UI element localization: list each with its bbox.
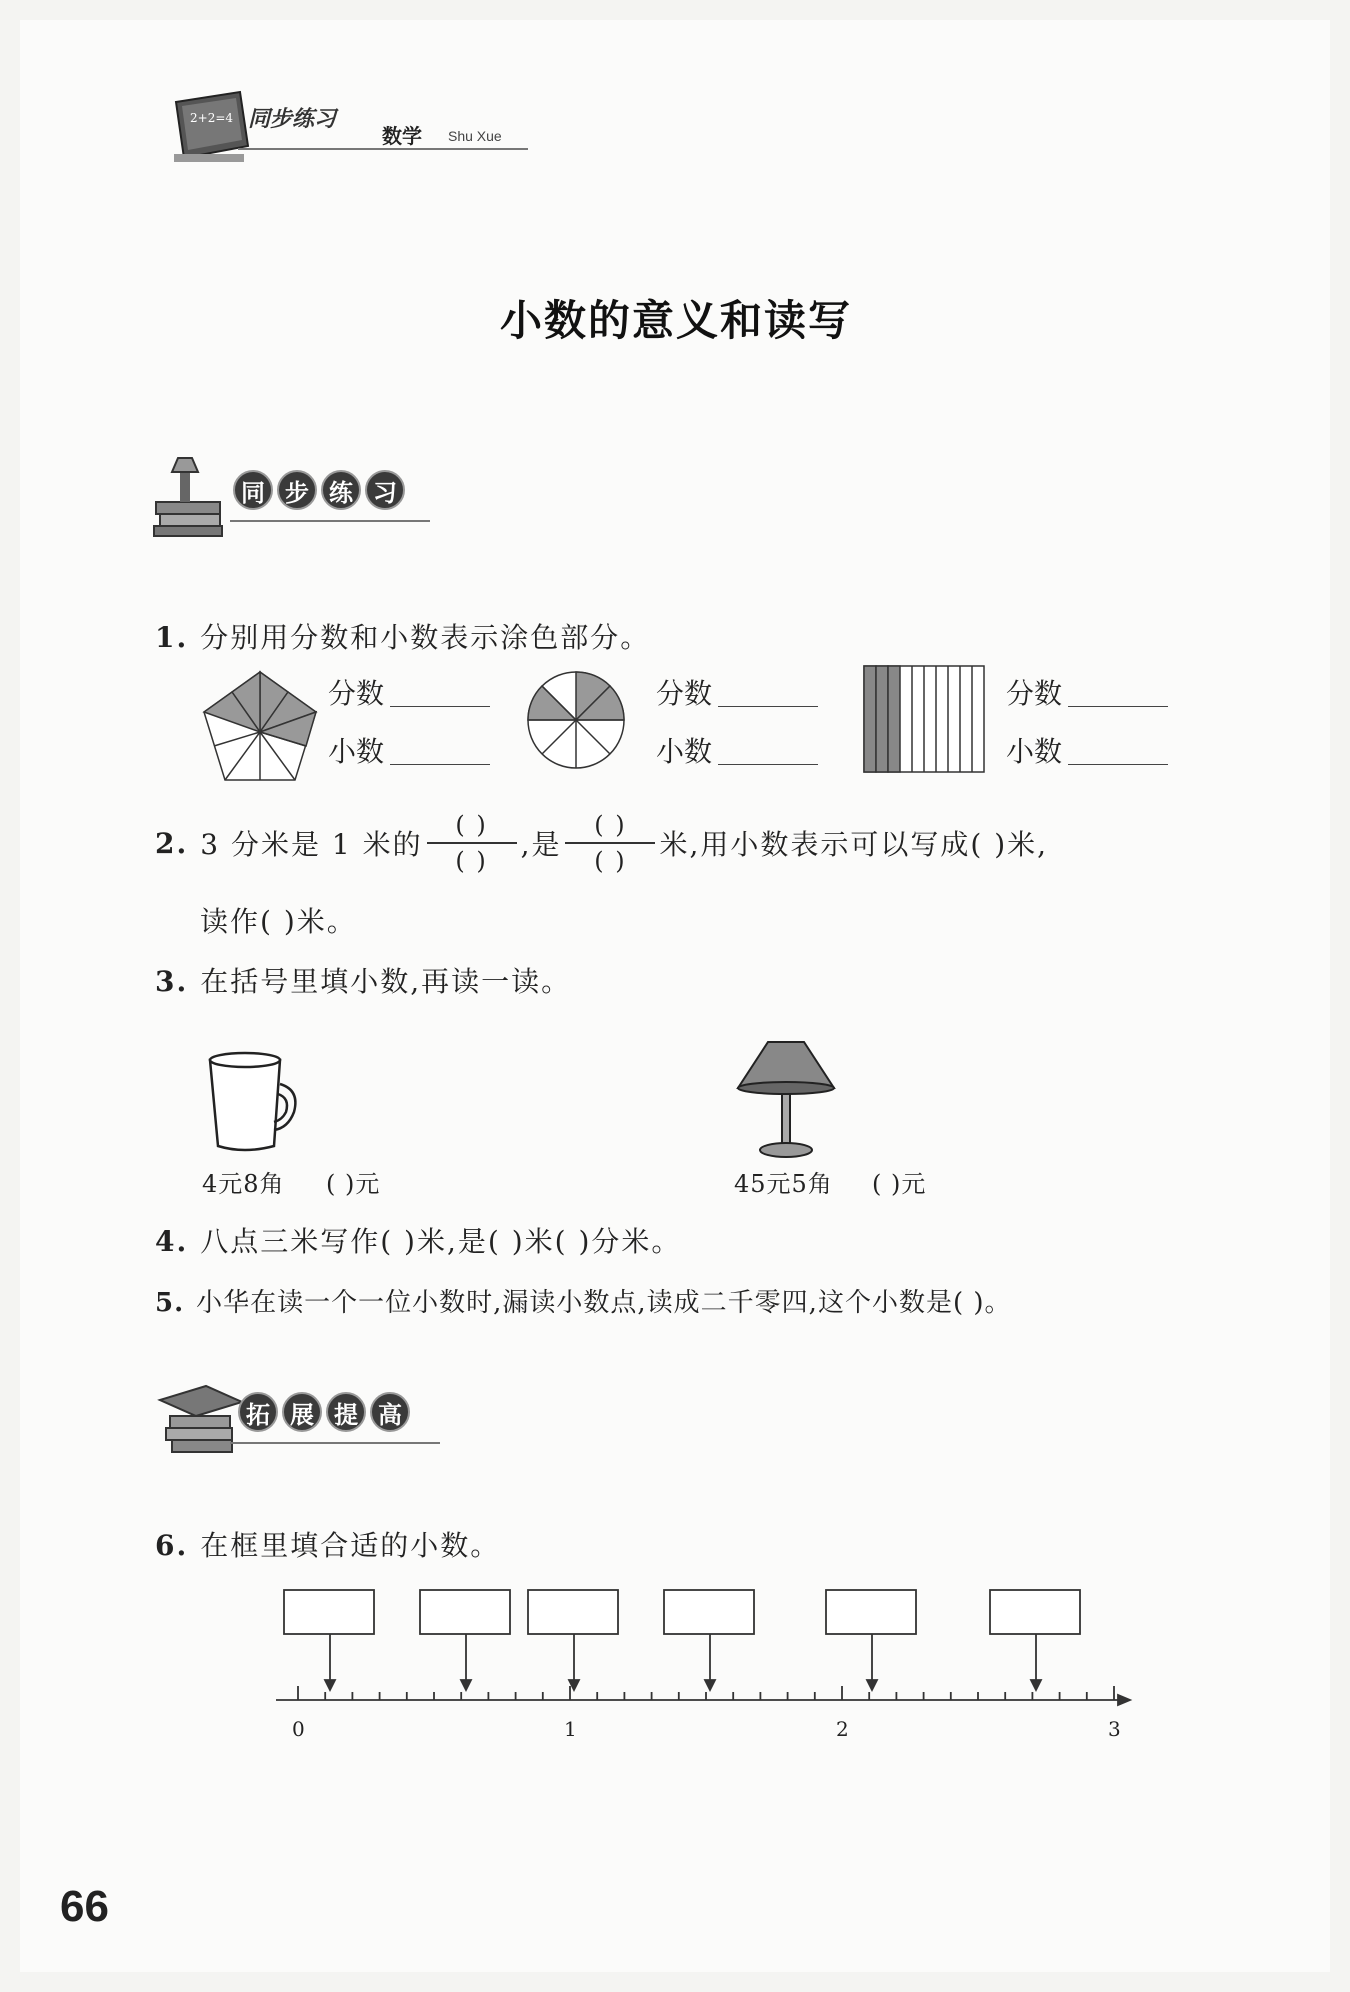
question-2	[155, 810, 1048, 876]
answer-box[interactable]	[528, 1590, 618, 1634]
books-hat-icon	[150, 1380, 246, 1464]
books-lamp-icon	[150, 452, 240, 546]
section-char: 展	[282, 1392, 322, 1432]
lamp-price: 45元5角	[734, 1170, 833, 1198]
question-text: 3 分米是 1 米的	[200, 828, 423, 861]
question-text: 分别用分数和小数表示涂色部分。	[200, 621, 651, 654]
answer-box[interactable]	[420, 1590, 510, 1634]
fraction-blank[interactable]	[427, 810, 517, 876]
cup-price: 4元8角	[202, 1170, 285, 1198]
question-3	[155, 960, 571, 1000]
question-text: 在括号里填小数,再读一读。	[200, 965, 572, 998]
question-number: 2.	[155, 826, 189, 860]
denominator-paren: ( )	[594, 847, 627, 875]
section-title-extension	[238, 1392, 410, 1432]
question-1	[155, 616, 650, 656]
section-char: 高	[370, 1392, 410, 1432]
answer-blank-fraction[interactable]	[718, 678, 818, 707]
answer-blank-fraction[interactable]	[390, 678, 490, 707]
axis-arrow	[1118, 1695, 1130, 1705]
question-number: 4.	[155, 1225, 189, 1258]
question-number: 5.	[155, 1288, 185, 1318]
answer-blank-decimal[interactable]	[390, 736, 490, 765]
header-board-icon	[170, 88, 254, 170]
question-text: 八点三米写作( )米,是( )米( )分米。	[200, 1225, 682, 1258]
question-text: ,是	[520, 828, 562, 861]
answer-blank-decimal[interactable]	[1068, 736, 1168, 765]
question-number: 1.	[155, 621, 189, 654]
answer-box[interactable]	[990, 1590, 1080, 1634]
page-title: 小数的意义和读写	[500, 296, 853, 345]
section-title-practice	[233, 470, 405, 510]
answer-box[interactable]	[826, 1590, 916, 1634]
denominator-paren: ( )	[455, 847, 488, 875]
section-char: 练	[321, 470, 361, 510]
section-char: 习	[365, 470, 405, 510]
question-5	[155, 1282, 1012, 1319]
label-decimal: 小数	[656, 735, 713, 768]
question-number: 3.	[155, 965, 189, 998]
section-underline	[230, 520, 430, 522]
question-6	[155, 1524, 500, 1564]
question-text: 米,用小数表示可以写成( )米,	[659, 828, 1049, 861]
axis-tick-label: 2	[836, 1717, 849, 1741]
section-char: 拓	[238, 1392, 278, 1432]
answer-box[interactable]	[664, 1590, 754, 1634]
section-char: 提	[326, 1392, 366, 1432]
question-text: 小华在读一个一位小数时,漏读小数点,读成二千零四,这个小数是( )。	[196, 1288, 1012, 1318]
axis-tick-label: 1	[564, 1717, 577, 1741]
header-subject: 数学	[382, 124, 422, 148]
axis-tick-label: 0	[292, 1717, 305, 1741]
axis-tick-label: 3	[1108, 1717, 1121, 1741]
label-fraction: 分数	[328, 677, 385, 710]
label-fraction: 分数	[656, 677, 713, 710]
label-decimal: 小数	[1006, 735, 1063, 768]
section-underline	[230, 1442, 440, 1444]
circle-figure	[524, 668, 628, 776]
lamp-icon	[734, 1036, 838, 1166]
pentagon-figure	[198, 668, 322, 790]
cup-icon	[204, 1050, 304, 1158]
label-decimal: 小数	[328, 735, 385, 768]
question-number: 6.	[155, 1529, 189, 1562]
section-char: 步	[277, 470, 317, 510]
numerator-paren: ( )	[455, 811, 488, 839]
number-line-figure	[250, 1580, 1150, 1774]
answer-blank-decimal[interactable]	[718, 736, 818, 765]
header-series-title: 同步练习	[248, 107, 337, 132]
question-2-line-2: 读作( )米。	[200, 905, 357, 938]
header-subject-pinyin: Shu Xue	[448, 128, 502, 144]
question-text: 在框里填合适的小数。	[200, 1529, 501, 1562]
numerator-paren: ( )	[594, 811, 627, 839]
answer-box[interactable]	[284, 1590, 374, 1634]
question-4	[155, 1220, 681, 1260]
section-char: 同	[233, 470, 273, 510]
header-rule	[238, 148, 528, 150]
answer-blank-fraction[interactable]	[1068, 678, 1168, 707]
page-number: 66	[60, 1882, 109, 1931]
label-fraction: 分数	[1006, 677, 1063, 710]
strips-figure	[862, 664, 986, 778]
cup-answer[interactable]: ( )元	[326, 1170, 381, 1198]
lamp-answer[interactable]: ( )元	[872, 1170, 927, 1198]
fraction-blank[interactable]	[565, 810, 655, 876]
worksheet-page	[20, 20, 1330, 1972]
header-badge-math: 2+2=4	[190, 111, 234, 125]
